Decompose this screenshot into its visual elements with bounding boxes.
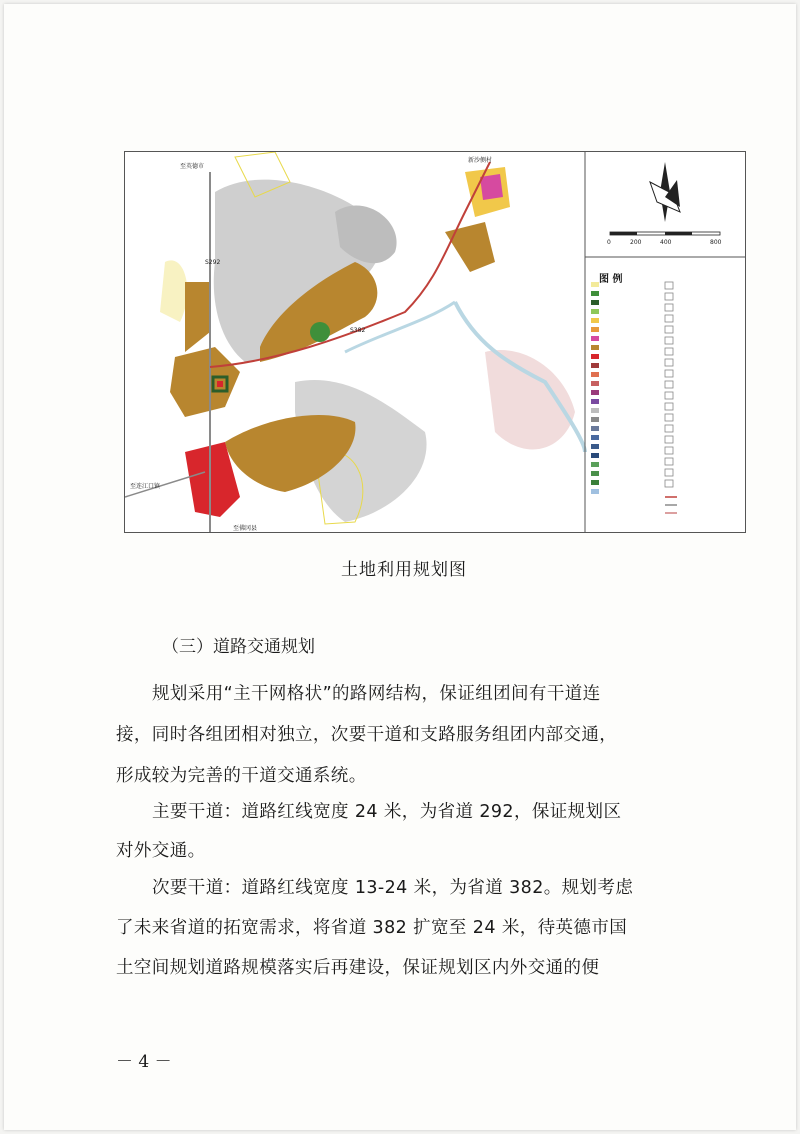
page-number: － 4 － bbox=[116, 1052, 172, 1072]
land-use-map bbox=[124, 151, 746, 533]
paragraph-line: 形成较为完善的干道交通系统。 bbox=[116, 766, 367, 786]
paragraph-line: 主要干道：道路红线宽度 24 米，为省道 292，保证规划区 bbox=[152, 802, 622, 822]
place-label: 新沙侧村 bbox=[468, 157, 493, 164]
compass-icon bbox=[650, 162, 680, 222]
svg-text:200: 200 bbox=[630, 239, 642, 246]
legend bbox=[591, 282, 677, 513]
road-label: S382 bbox=[350, 327, 366, 334]
paragraph-line: 次要干道：道路红线宽度 13-24 米，为省道 382。规划考虑 bbox=[152, 878, 634, 898]
residential-parcel bbox=[217, 381, 223, 387]
paragraph-line: 土空间规划道路规模落实后再建设，保证规划区内外交通的便 bbox=[116, 958, 600, 978]
paragraph-line: 规划采用“主干网格状”的路网结构，保证组团间有干道连 bbox=[152, 684, 601, 704]
place-label: 至英德市 bbox=[180, 163, 205, 170]
paragraph-line: 接，同时各组团相对独立，次要干道和支路服务组团内部交通， bbox=[116, 725, 618, 745]
legend-title: 图 例 bbox=[599, 274, 623, 285]
place-label: 至佛冈县 bbox=[233, 525, 258, 532]
land-use-map-graphic bbox=[125, 152, 745, 532]
scale-bar bbox=[607, 232, 722, 246]
figure-caption: 土地利用规划图 bbox=[341, 560, 467, 580]
svg-text:400: 400 bbox=[660, 239, 672, 246]
document-page bbox=[4, 4, 796, 1130]
paragraph-line: 对外交通。 bbox=[116, 841, 206, 861]
road-label: S292 bbox=[205, 259, 221, 266]
land-parcel bbox=[480, 174, 503, 200]
paragraph-line: 了未来省道的拓宽需求，将省道 382 扩宽至 24 米，待英德市国 bbox=[116, 918, 628, 938]
svg-text:800: 800 bbox=[710, 239, 722, 246]
section-heading: （三）道路交通规划 bbox=[162, 637, 315, 657]
place-label: 至连江口镇 bbox=[130, 483, 161, 490]
svg-text:0: 0 bbox=[607, 239, 611, 246]
green-space bbox=[310, 322, 330, 342]
